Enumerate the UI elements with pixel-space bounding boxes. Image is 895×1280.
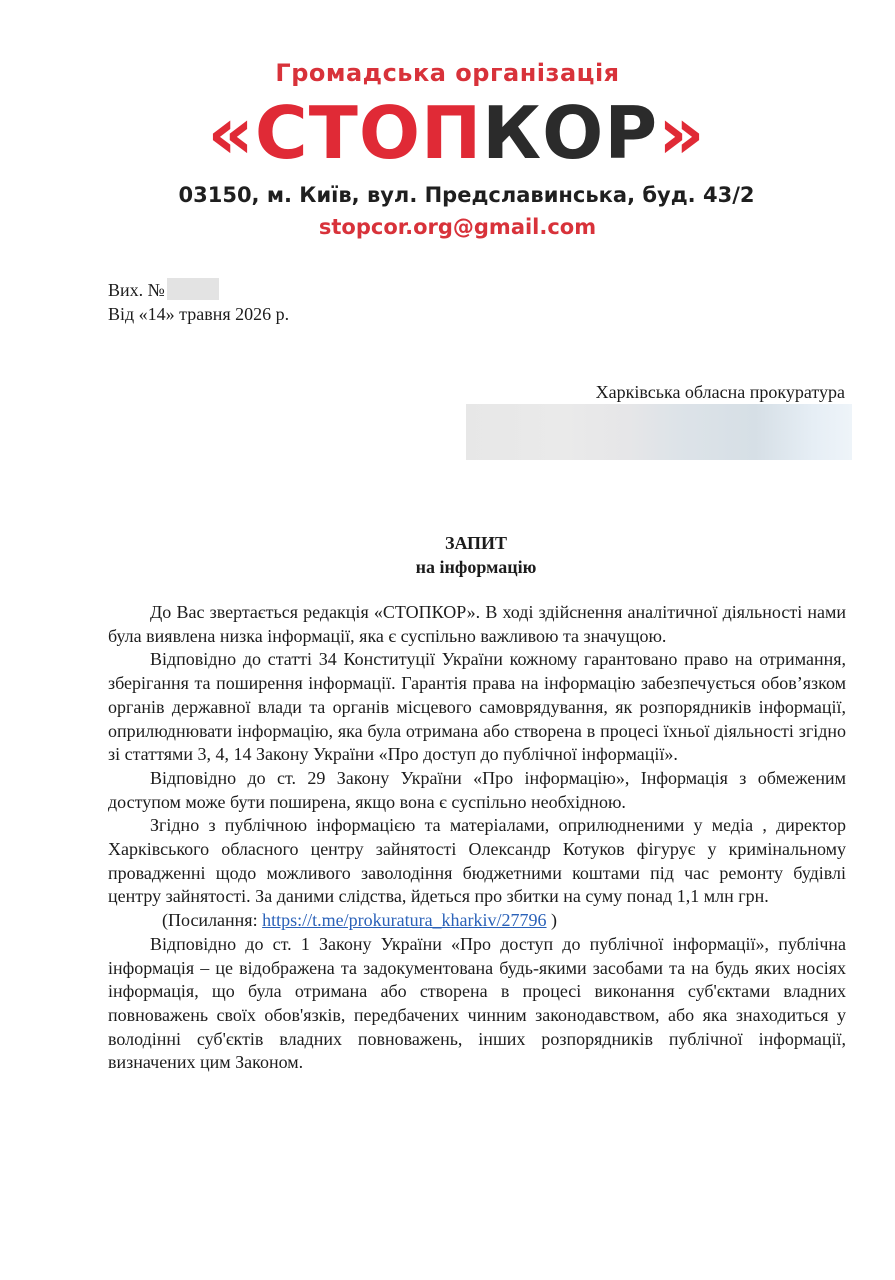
paragraph-4: Згідно з публічною інформацією та матеріалами, оприлюдненими у медіа , директор Харківського обласного центру зайнятості Олександр Котуков фігурує у кримінальному провадженні щодо можливого заволодіння бюджетними коштами під час ремонту будівлі центру зайнятості. За даними слідства, йдеться про збитки на суму понад 1,1 млн грн. xyxy=(108,815,846,907)
org-name-red-part: СТОП xyxy=(254,91,483,175)
org-name-open-quote: « xyxy=(207,91,255,175)
org-name-dark-part: КОР xyxy=(482,91,659,175)
recipient-name: Харківська обласна прокуратура xyxy=(595,382,845,402)
outgoing-reference xyxy=(108,278,289,326)
document-subtitle: на інформацію xyxy=(415,557,537,577)
letterhead xyxy=(0,56,895,242)
outgoing-number-line xyxy=(108,278,289,302)
org-name-close-quote: » xyxy=(658,91,706,175)
paragraph-2: Відповідно до статті 34 Конституції України кожному гарантовано право на отримання, зберігання та поширення інформації. Гарантія права на інформацію забезпечується обов’язком органів державної влади та органів місцевого самоврядування, як розпорядників інформації, оприлюднювати інформацію, яка була отримана або створена в процесі їхньої діяльності згідно зі статтями 3, 4, 14 Закону України «Про доступ до публічної інформації». xyxy=(108,649,846,765)
link-prefix: (Посилання: xyxy=(162,910,263,931)
org-type: Громадська організація xyxy=(275,59,620,87)
outgoing-date: Від «14» травня 2026 р. xyxy=(108,304,290,324)
link-suffix: ) xyxy=(546,910,558,931)
org-address: 03150, м. Київ, вул. Предславинська, буд. 43/2 xyxy=(178,183,755,207)
outgoing-number-label: Вих. № xyxy=(108,280,165,300)
source-link-line xyxy=(108,909,846,933)
paragraph-3: Відповідно до ст. 29 Закону України «Про інформацію», Інформація з обмеженим доступом може бути поширена, якщо вона є суспільно необхідною. xyxy=(108,767,846,812)
paragraph-1: До Вас звертається редакція «СТОПКОР». В ході здійснення аналітичної діяльності нами була виявлена низка інформації, яка є суспільно важливою та значущою. xyxy=(108,602,846,646)
org-email: stopcor.org@gmail.com xyxy=(318,215,597,239)
letter-body xyxy=(108,601,846,1075)
redacted-recipient-details xyxy=(466,404,852,460)
org-name xyxy=(18,90,895,176)
redacted-number xyxy=(167,278,219,300)
paragraph-5: Відповідно до ст. 1 Закону України «Про доступ до публічної інформації», публічна інформація – це відображена та задокументована будь-якими засобами та на будь яких носіях інформація, що була отримана або створена в процесі виконання суб'єктами владних повноважень своїх обов'язків, передбачених чинним законодавством, або яка знаходиться у володінні суб'єктів владних повноважень, інших розпорядників публічної інформації, визначених цим Законом. xyxy=(108,933,846,1073)
document-title: ЗАПИТ xyxy=(444,533,508,553)
source-link[interactable]: https://t.me/prokuratura_kharkiv/27796 xyxy=(262,910,547,931)
